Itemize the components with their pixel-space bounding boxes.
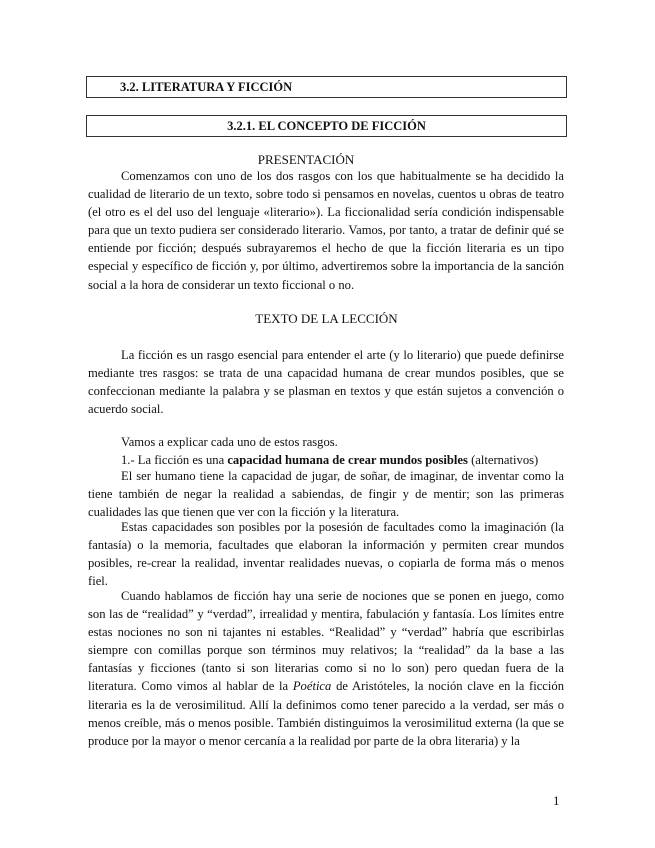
page-number: 1	[553, 793, 560, 808]
poetica-italic: Poética	[292, 679, 332, 694]
leccion-intro-paragraph: La ficción es un rasgo esencial para entender el arte (y lo literario) que puede definirse mediante tres rasgos: se trata de una capacidad humana de crear mundos posibles, que se confeccionan mediante la palabra y se plasman en textos y que están sujetos a convención o acuerdo social.	[88, 348, 564, 417]
subsection-heading: 3.2.1. EL CONCEPTO DE FICCIÓN	[227, 119, 426, 133]
presentacion-paragraph: Comenzamos con uno de los dos rasgos con los que habitualmente se ha decidido la cualidad de literario de un texto, sobre todo si pensamos en novelas, cuentos u obras de teatro (el otro es el del uso del lenguaje «literario»). La ficcionalidad sería condición indispensable para que un texto pudiera ser considerado literario. Vamos, por tanto, a tratar de definir qué se entiende por ficción; después subrayaremos el hecho de que la ficción literaria es un tipo especial y específico de ficción y, por último, advertiremos sobre la importancia de la sanción social a la hora de considerar un texto ficcional o no.	[88, 169, 564, 292]
capacidades-paragraph: Estas capacidades son posibles por la posesión de facultades como la imaginación (la fantasía) o la memoria, facultades que elaboran la información y permiten crear mundos posibles, re-crear la realidad, inventar realidades nuevas, o copiarla de forma más o menos fiel.	[88, 520, 564, 589]
nociones-paragraph	[88, 587, 564, 750]
section-heading: 3.2. LITERATURA Y FICCIÓN	[120, 80, 293, 94]
nociones-part-1: Cuando hablamos de ficción hay una serie de nociones que se ponen en juego, como son las de “realidad” y “verdad”, irrealidad y mentira, fabulación y fantasía. Los límites entre estas nociones no son ni tajantes ni estables. “Realidad” y “verdad” habría que escribirlas siempre con comillas porque son términos muy relativos; la “realidad” da la base a las fantasías y ficciones (tanto si son literarias como si no lo son) pero quedan fuera de la literatura. Como vimos al hablar de la	[88, 589, 564, 694]
leccion-title: TEXTO DE LA LECCIÓN	[255, 311, 398, 326]
presentacion-title: PRESENTACIÓN	[257, 152, 355, 167]
item-1-bold: capacidad humana de crear mundos posibles	[227, 453, 468, 467]
section-heading-box	[86, 76, 567, 98]
subsection-heading-box	[86, 115, 567, 137]
explicar-paragraph: Vamos a explicar cada uno de estos rasgos.	[121, 435, 338, 449]
nociones-part-2: de Aristóteles, la noción clave en la ficción literaria es la de verosimilitud. Allí la definimos como tener parecido a la verdad, ser más o menos creíble, más o menos posible. También distinguimos la verosimilitud externa (la que se produce por la mayor o menor cercanía a la realidad por parte de la obra literaria) y la	[88, 679, 564, 748]
ser-humano-paragraph: El ser humano tiene la capacidad de jugar, de soñar, de imaginar, de inventar como la tiene también de negar la realidad a sabiendas, de fingir y de mentir; son las primeras cualidades las que tienen que ver con la ficción y la literatura.	[88, 469, 564, 520]
item-1-suffix: (alternativos)	[467, 453, 539, 467]
item-1-prefix: 1.- La ficción es una	[121, 453, 228, 467]
